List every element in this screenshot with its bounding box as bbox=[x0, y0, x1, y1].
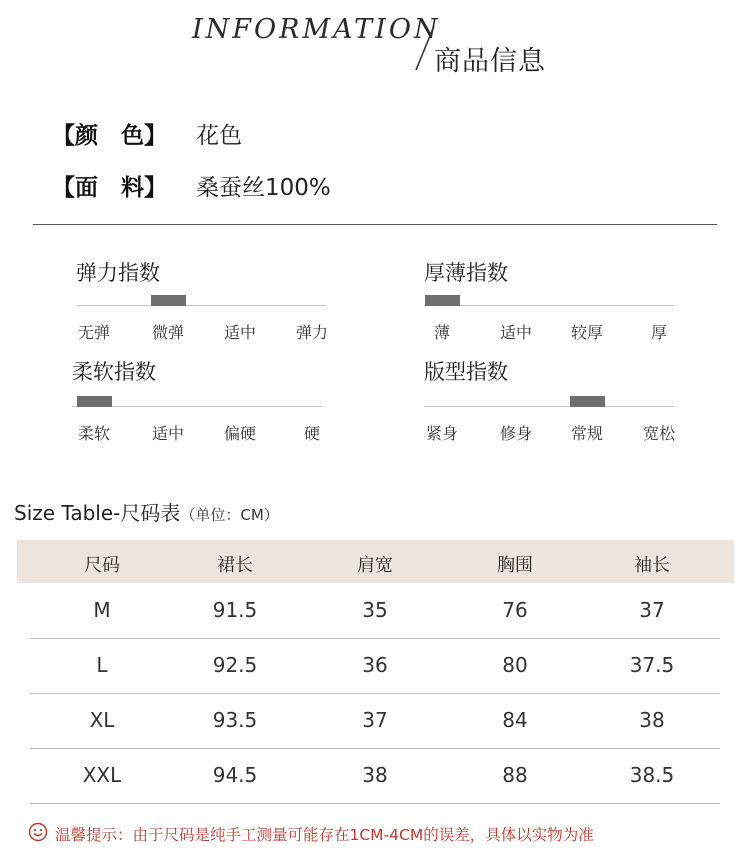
index-title: 版型指数 bbox=[424, 360, 508, 384]
smile-icon bbox=[28, 822, 48, 842]
header-title-cn: 商品信息 bbox=[434, 46, 546, 77]
size-table-cell: 38 bbox=[639, 708, 665, 732]
index-option-label: 修身 bbox=[499, 424, 533, 443]
size-table-cell: 35 bbox=[362, 598, 388, 622]
fabric-value: 桑蚕丝100% bbox=[196, 175, 331, 201]
size-table-cell: 38.5 bbox=[629, 763, 675, 787]
index-option-label: 硬 bbox=[303, 424, 321, 443]
index-indicator bbox=[425, 295, 460, 306]
size-table-cell: 38 bbox=[362, 763, 388, 787]
size-table-header-cell: 袖长 bbox=[634, 555, 670, 576]
size-table-row-divider bbox=[30, 638, 720, 639]
index-indicator bbox=[77, 396, 112, 407]
index-scale-line bbox=[424, 406, 674, 407]
index-option-label: 常规 bbox=[570, 424, 604, 443]
size-table-cell: 91.5 bbox=[212, 598, 258, 622]
size-table-cell: 36 bbox=[362, 653, 388, 677]
size-table-cell: L bbox=[96, 653, 108, 677]
index-option-label: 适中 bbox=[151, 424, 185, 443]
disclaimer-note: 温馨提示：由于尺码是纯手工测量可能存在1CM-4CM的误差，具体以实物为准 bbox=[55, 826, 594, 844]
size-table-cell: 37 bbox=[362, 708, 388, 732]
index-indicator bbox=[570, 396, 605, 407]
index-title: 厚薄指数 bbox=[424, 261, 508, 285]
index-option-label: 薄 bbox=[433, 323, 451, 342]
color-value: 花色 bbox=[196, 123, 242, 149]
index-option-label: 微弹 bbox=[151, 323, 185, 342]
size-table-cell: XL bbox=[89, 708, 115, 732]
index-option-label: 紧身 bbox=[425, 424, 459, 443]
size-table-cell: 88 bbox=[502, 763, 528, 787]
index-scale-line bbox=[76, 305, 326, 306]
size-table-cell: XXL bbox=[82, 763, 122, 787]
size-table-cell: 94.5 bbox=[212, 763, 258, 787]
size-table-cell: 92.5 bbox=[212, 653, 258, 677]
index-indicator bbox=[151, 295, 186, 306]
index-option-label: 柔软 bbox=[77, 424, 111, 443]
size-table-header-cell: 肩宽 bbox=[357, 555, 393, 576]
size-table-cell: 76 bbox=[502, 598, 528, 622]
color-label: 【颜 色】 bbox=[52, 123, 167, 149]
size-table-cell: 37 bbox=[639, 598, 665, 622]
size-table-row-divider bbox=[30, 748, 720, 749]
index-title: 弹力指数 bbox=[76, 261, 160, 285]
size-table-title-text: Size Table-尺码表 bbox=[14, 501, 181, 525]
section-divider bbox=[33, 224, 717, 225]
index-option-label: 无弹 bbox=[77, 323, 111, 342]
size-table-cell: M bbox=[93, 598, 111, 622]
size-table-cell: 80 bbox=[502, 653, 528, 677]
fabric-label: 【面 料】 bbox=[52, 175, 167, 201]
index-option-label: 适中 bbox=[499, 323, 533, 342]
index-option-label: 适中 bbox=[223, 323, 257, 342]
size-table-cell: 84 bbox=[502, 708, 528, 732]
size-table-unit: （单位：CM） bbox=[180, 506, 279, 524]
size-table-title bbox=[14, 497, 279, 526]
size-table-row-divider bbox=[30, 693, 720, 694]
index-scale-line bbox=[424, 305, 674, 306]
size-table-cell: 93.5 bbox=[212, 708, 258, 732]
size-table-header-cell: 裙长 bbox=[217, 555, 253, 576]
index-option-label: 较厚 bbox=[570, 323, 604, 342]
size-table-row-divider bbox=[30, 803, 720, 804]
index-option-label: 宽松 bbox=[642, 424, 676, 443]
index-option-label: 弹力 bbox=[295, 323, 329, 342]
index-title: 柔软指数 bbox=[72, 360, 156, 384]
size-table-header-cell: 尺码 bbox=[84, 555, 120, 576]
index-option-label: 偏硬 bbox=[223, 424, 257, 443]
size-table-cell: 37.5 bbox=[629, 653, 675, 677]
size-table-header-cell: 胸围 bbox=[497, 555, 533, 576]
header-title-en: INFORMATION bbox=[192, 14, 441, 45]
index-option-label: 厚 bbox=[650, 323, 668, 342]
